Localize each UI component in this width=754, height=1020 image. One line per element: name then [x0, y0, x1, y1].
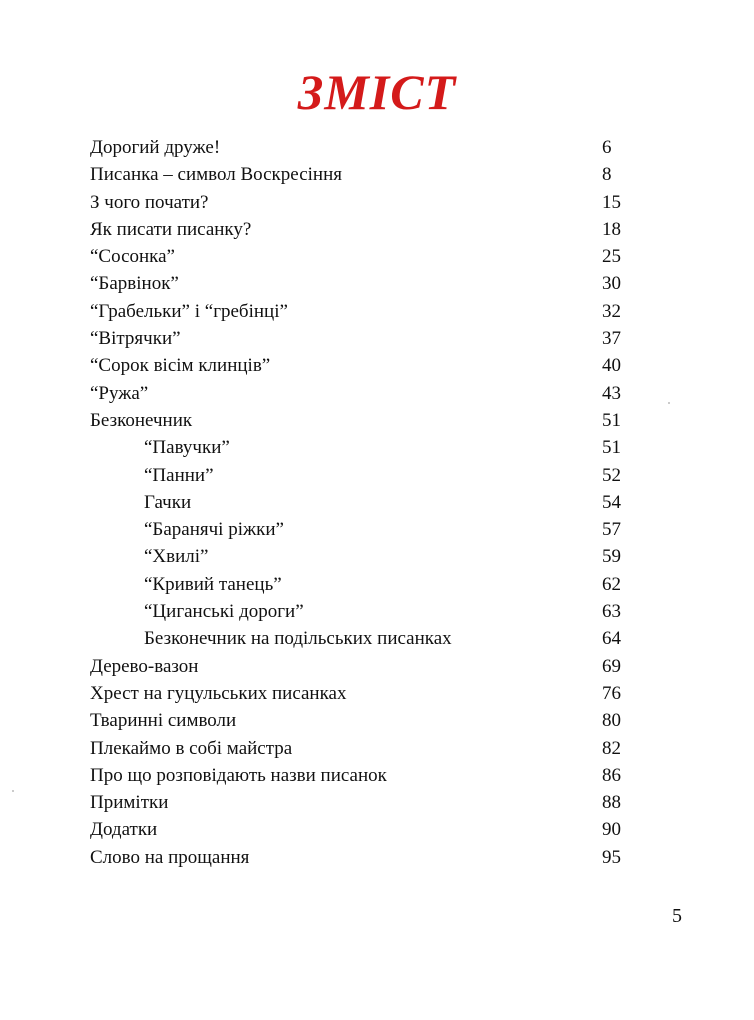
- toc-entry: [90, 625, 630, 652]
- toc-entry-page: 86: [602, 764, 621, 786]
- toc-entry-page: 59: [602, 546, 621, 568]
- toc-entry-title: “Ружа”: [90, 382, 149, 404]
- toc-entry-title: Як писати писанку?: [90, 218, 252, 240]
- toc-entry-page: 8: [602, 164, 612, 186]
- toc-entry-title: “Вітрячки”: [90, 328, 181, 350]
- toc-entry-title: Дерево-вазон: [90, 655, 199, 677]
- toc-entry: [90, 844, 630, 871]
- toc-entry: [90, 489, 630, 516]
- toc-entry-page: 76: [602, 682, 621, 704]
- toc-entry-title: “Панни”: [144, 464, 214, 486]
- toc-entry-title: “Грабельки” і “гребінці”: [90, 300, 288, 322]
- toc-entry-page: 52: [602, 464, 621, 486]
- toc-entry: [90, 680, 630, 707]
- toc-entry-page: 25: [602, 246, 621, 268]
- toc-entry-title: Плекаймо в собі майстра: [90, 737, 293, 759]
- toc-entry-title: Безконечник на подільських писанках: [144, 628, 452, 650]
- toc-entry-page: 80: [602, 710, 621, 732]
- toc-entry-title: Гачки: [144, 491, 192, 513]
- toc-entry-page: 69: [602, 655, 621, 677]
- toc-entry: [90, 407, 630, 434]
- scan-speck: [668, 402, 670, 404]
- toc-entry-title: Тваринні символи: [90, 710, 237, 732]
- toc-entry: [90, 543, 630, 570]
- toc-entry-page: 90: [602, 819, 621, 841]
- toc-entry-page: 6: [602, 137, 612, 158]
- toc-entry: [90, 816, 630, 843]
- toc-entry-page: 37: [602, 328, 621, 350]
- toc-entry-page: 32: [602, 300, 621, 322]
- toc-entry: [90, 216, 630, 243]
- toc-entry-page: 30: [602, 273, 621, 295]
- toc-entry-title: Додатки: [90, 819, 158, 841]
- toc-entry: [90, 243, 630, 270]
- toc-entry: [90, 434, 630, 461]
- toc-entry-title: Хрест на гуцульських писанках: [90, 682, 347, 704]
- toc-entry-page: 54: [602, 491, 621, 513]
- toc-entry: [90, 653, 630, 680]
- toc-entry-page: 88: [602, 792, 621, 814]
- toc-entry-title: З чого почати?: [90, 191, 209, 213]
- toc-entry: [90, 462, 630, 489]
- toc-entry-title: “Циганські дороги”: [144, 601, 304, 623]
- page-number: 5: [672, 905, 682, 927]
- toc-entry: [90, 298, 630, 325]
- toc-entry-title: “Баранячі ріжки”: [144, 519, 284, 541]
- toc-entry-page: 51: [602, 437, 621, 459]
- toc-entry-page: 57: [602, 519, 621, 541]
- page-title: ЗМІСТ: [297, 64, 457, 120]
- toc-entry-title: “Павучки”: [144, 437, 230, 459]
- toc-entry-page: 40: [602, 355, 621, 377]
- toc-entry-page: 18: [602, 218, 621, 240]
- toc-entry: [90, 352, 630, 379]
- scan-speck: [12, 790, 14, 792]
- toc-entry: [90, 134, 630, 161]
- toc-entry-page: 82: [602, 737, 621, 759]
- toc-entry: [90, 735, 630, 762]
- toc-entry: [90, 571, 630, 598]
- toc-entry-title: Слово на прощання: [90, 846, 250, 868]
- toc-entry: [90, 598, 630, 625]
- toc-entry: [90, 762, 630, 789]
- toc-entry: [90, 789, 630, 816]
- toc-entry-page: 62: [602, 573, 621, 595]
- toc-entry: [90, 707, 630, 734]
- toc-entry-page: 64: [602, 628, 621, 650]
- toc-entry-page: 43: [602, 382, 621, 404]
- toc-entry-page: 95: [602, 846, 621, 868]
- toc-entry-title: Дорогий друже!: [90, 137, 221, 158]
- toc-entry: [90, 380, 630, 407]
- toc-entry-title: “Сорок вісім клинців”: [90, 355, 271, 377]
- toc-entry-page: 15: [602, 191, 621, 213]
- toc-entry-page: 51: [602, 409, 621, 431]
- toc-entry-title: “Барвінок”: [90, 273, 179, 295]
- toc-entry: [90, 325, 630, 352]
- table-of-contents: [90, 134, 630, 871]
- toc-entry-title: “Хвилі”: [144, 546, 209, 568]
- toc-entry-title: Про що розповідають назви писанок: [90, 764, 387, 786]
- toc-entry-title: Безконечник: [90, 409, 193, 431]
- toc-entry-title: Писанка – символ Воскресіння: [90, 164, 342, 186]
- toc-entry: [90, 161, 630, 188]
- toc-entry-title: “Кривий танець”: [144, 573, 282, 595]
- toc-entry: [90, 270, 630, 297]
- toc-entry-title: Примітки: [90, 792, 169, 814]
- toc-entry: [90, 189, 630, 216]
- toc-entry-title: “Сосонка”: [90, 246, 175, 268]
- toc-entry: [90, 516, 630, 543]
- toc-entry-page: 63: [602, 601, 621, 623]
